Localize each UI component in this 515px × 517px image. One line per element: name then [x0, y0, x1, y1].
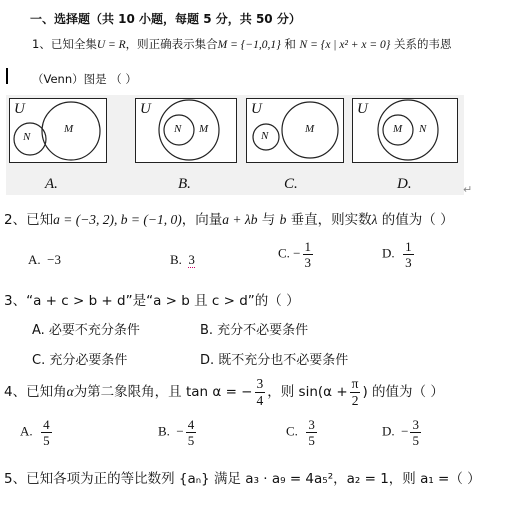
q2-option-c-den: 3	[304, 255, 312, 270]
q1-post: 关系的韦恩	[390, 37, 452, 51]
question-2-stem	[4, 208, 454, 228]
q2-option-a-label: A.	[28, 252, 41, 267]
venn-d-n-label: N	[419, 123, 427, 135]
q2-option-b-value: 3	[188, 252, 195, 267]
q2-post: 垂直，则实数	[286, 212, 372, 228]
question-3-stem: 3、“a + c > b + d”是“a > b 且 c > d”的（ ）	[4, 293, 300, 309]
q4-pi-den: 2	[351, 392, 359, 408]
q2-option-a-value: −3	[47, 252, 61, 267]
q1-set-m: M = {−1,0,1}	[217, 39, 281, 51]
q2-pre: 2、已知	[4, 212, 54, 228]
q3-option-a[interactable]: A. 必要不充分条件	[32, 323, 140, 338]
q2-option-d-den: 3	[405, 255, 412, 270]
q4-tan-num: 3	[256, 376, 264, 391]
q4-option-b-num: 4	[187, 417, 195, 432]
q4-option-c-num: 3	[308, 417, 315, 432]
venn-diagram-c[interactable]	[246, 98, 344, 163]
q4-alpha: α	[66, 384, 74, 399]
question-5-stem: 5、已知各项为正的等比数列 {aₙ} 满足 a₃ · a₉ = 4a₅²，a₂ = 1，则 a₁ =（ ）	[4, 471, 481, 487]
venn-d-letter: D.	[397, 176, 412, 192]
q3-option-d[interactable]: D. 既不充分也不必要条件	[200, 353, 349, 368]
venn-a-u-label: U	[14, 101, 25, 117]
venn-d-svg	[353, 99, 457, 162]
venn-diagram-b[interactable]	[135, 98, 237, 163]
venn-b-letter: B.	[178, 176, 191, 192]
venn-b-u-label: U	[140, 101, 151, 117]
q4-post: ) 的值为（ ）	[362, 384, 444, 400]
q4-mid: 为第二象限角，且 tan α = −	[73, 384, 253, 400]
q4-option-d-den: 5	[412, 433, 419, 448]
q4-option-c-label: C.	[286, 423, 298, 439]
q2-option-c-sign: −	[293, 245, 301, 261]
return-mark: ↵	[463, 183, 473, 196]
q2-b: b	[279, 212, 287, 227]
venn-diagram-a[interactable]	[9, 98, 107, 163]
q2-option-b[interactable]	[170, 252, 195, 268]
text-cursor	[6, 68, 8, 84]
venn-c-u-label: U	[251, 101, 262, 117]
q2-lambda: λ	[371, 212, 378, 227]
section-title: 一、选择题（共 10 小题，每题 5 分，共 50 分）	[30, 12, 301, 26]
question-4-stem	[4, 377, 444, 407]
q2-option-c[interactable]	[278, 240, 315, 269]
q2-mid: ，向量	[181, 212, 223, 228]
venn-c-m-label: M	[305, 123, 315, 135]
venn-c-n-label: N	[261, 130, 269, 142]
venn-b-n-label: N	[174, 123, 182, 135]
venn-c-letter: C.	[284, 176, 298, 192]
q2-option-a[interactable]	[28, 252, 61, 268]
venn-a-n-label: N	[23, 131, 31, 143]
q4-option-a[interactable]	[20, 418, 54, 447]
q4-option-c[interactable]	[286, 418, 319, 447]
q4-pi-num: π	[351, 376, 359, 391]
q3-option-c[interactable]: C. 充分必要条件	[32, 353, 128, 368]
q2-with: 与	[257, 212, 280, 228]
q4-pre: 4、已知角	[4, 384, 67, 400]
venn-b-svg	[136, 99, 236, 162]
q2-expr: a + λb	[222, 212, 258, 227]
q1-pre: 1、已知全集	[32, 37, 97, 51]
q2-option-b-label: B.	[170, 252, 182, 267]
q2-option-d-num: 1	[405, 239, 412, 254]
q4-option-b-sign: −	[176, 423, 184, 439]
q2-option-d[interactable]	[382, 240, 416, 269]
q1-universal-set: U = R	[96, 39, 126, 51]
q4-option-c-den: 5	[308, 433, 315, 448]
q4-option-d-num: 3	[412, 417, 419, 432]
q1-set-n: N = {x | x² + x = 0}	[299, 39, 391, 51]
q4-option-a-num: 4	[43, 417, 50, 432]
q4-option-a-den: 5	[43, 433, 50, 448]
question-1-line-2: （Venn）图是 （ ）	[32, 72, 137, 86]
q4-tan-den: 4	[256, 392, 264, 408]
venn-d-m-label: M	[393, 123, 403, 135]
q4-option-d[interactable]	[382, 418, 423, 447]
q4-option-b-den: 5	[187, 433, 195, 448]
venn-d-u-label: U	[357, 101, 368, 117]
venn-a-letter: A.	[45, 176, 58, 192]
q3-option-b[interactable]: B. 充分不必要条件	[200, 323, 309, 338]
q4-option-b-label: B.	[158, 423, 170, 439]
q4-mid2: ，则 sin(α +	[267, 384, 348, 400]
venn-diagram-d[interactable]	[352, 98, 458, 163]
q2-option-c-num: 1	[304, 239, 312, 254]
q2-option-c-label: C.	[278, 245, 290, 261]
q4-option-b[interactable]	[158, 418, 198, 447]
q2-vectors: a = (−3, 2), b = (−1, 0)	[53, 212, 182, 227]
q1-mid: ，则正确表示集合	[125, 37, 218, 51]
q2-tail: 的值为（ ）	[377, 212, 454, 228]
q4-option-d-label: D.	[382, 423, 395, 439]
q4-option-a-label: A.	[20, 423, 33, 439]
question-1-line-1	[32, 36, 452, 52]
venn-a-m-label: M	[64, 123, 74, 135]
venn-b-m-label: M	[199, 123, 209, 135]
q4-option-d-sign: −	[401, 423, 409, 439]
q2-option-d-label: D.	[382, 245, 395, 261]
q1-and: 和	[280, 37, 300, 51]
